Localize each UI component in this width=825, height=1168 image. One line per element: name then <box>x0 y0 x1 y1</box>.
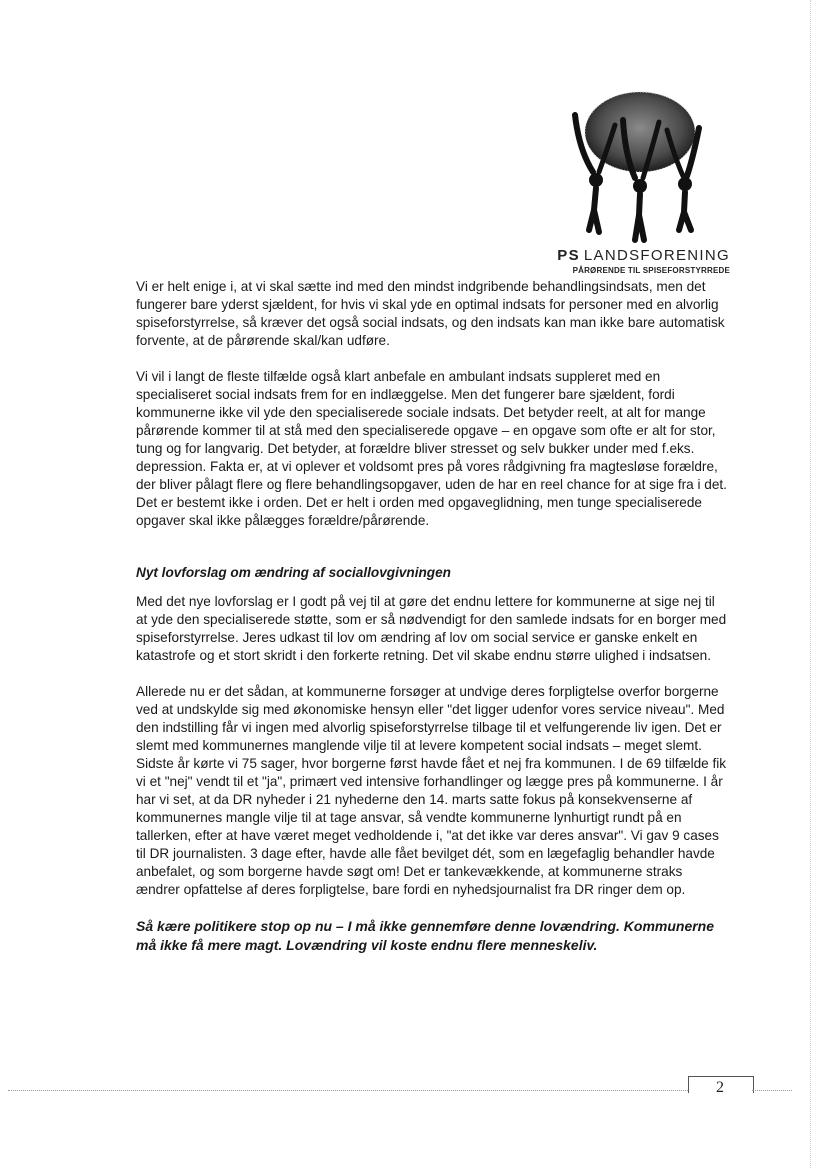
footer-rule-right <box>752 1090 792 1091</box>
paragraph-2: Vi vil i langt de fleste tilfælde også klart anbefale en ambulant indsats suppleret med en specialiseret social indsats frem for en indlæggelse. Men det fungerer bare sjældent, fordi kommunerne ikke vil yde den specialiserede sociale indsats. Det betyder reelt, at alt for mange pårørende kommer til at stå med den specialiserede opgave – en opgave som ofte er alt for stor, tung og for langvarig. Det betyder, at forældre bliver stresset og selv bukker under med f.eks. depression. Fakta er, at vi oplever et voldsomt pres på vores rådgivning fra magtesløse forældre, der bliver pålagt flere og flere behandlingsopgaver, uden de har en reel chance for at sige fra i det. Det er bestemt ikke i orden. Det er helt i orden med opgaveglidning, men tunge specialiserede opgaver skal ikke pålægges forældre/pårørende. <box>136 369 727 528</box>
organization-logo <box>555 80 730 280</box>
paragraph-4: Allerede nu er det sådan, at kommunerne forsøger at undvige deres forpligtelse overfor borgerne ved at undskylde sig med økonomiske hensyn eller "det ligger udenfor vores service niveau". Med den indstilling får vi ingen med alvorlig spiseforstyrrelse tilbage til et velfungerende liv igen. Det er slemt med kommunernes manglende vilje til at levere kompetent social indsats – meget slemt. Sidste år kørte vi 75 sager, hvor borgerne først havde fået et nej fra kommunen. I de 69 tilfælde fik vi et "nej" vendt til et "ja", primært ved intensive forhandlinger og lægge pres på kommunerne. I år har vi set, at da DR nyheder i 21 nyhederne den 14. marts satte fokus på konsekvenserne af kommunernes mangle vilje til at tage ansvar, så vendte kommunerne lynhurtigt rundt på en tallerken, efter at have været meget vedholdende i, "at det ikke var deres ansvar". Vi gav 9 cases til DR journalisten. 3 dage efter, havde alle fået bevilget dét, som en lægefaglig behandler havde anbefalet, og som borgerne havde søgt om! Det er tankevækkende, at kommunerne straks ændrer opfattelse af deres forpligtelse, bare fordi en nyhedsjournalist fra DR ringer dem op. <box>136 684 727 897</box>
logo-title-rest: LANDSFORENING <box>583 247 730 264</box>
paragraph-1: Vi er helt enige i, at vi skal sætte ind med den mindst indgribende behandlingsindsats, men det fungerer bare yderst sjældent, for hvis vi skal yde en optimal indsats for personer med en alvorlig spiseforstyrrelse, så kræver det også social indsats, og den indsats kan man ikke bare automatisk forvente, at de pårørende skal/kan udføre. <box>136 279 725 348</box>
document-body <box>136 278 728 973</box>
logo-title <box>555 247 730 264</box>
logo-title-bold: PS <box>557 247 580 264</box>
logo-subtitle: PÅRØRENDE TIL SPISEFORSTYRREDE <box>572 266 730 275</box>
section-heading: Nyt lovforslag om ændring af sociallovgivningen <box>136 565 451 580</box>
page-number: 2 <box>716 1079 724 1096</box>
footer-rule-left <box>8 1090 688 1091</box>
paragraph-3: Med det nye lovforslag er I godt på vej til at gøre det endnu lettere for kommunerne at sige nej til at yde den specialiserede støtte, som er så nødvendigt for den samlede indsats for en borger med spiseforstyrrelse. Jeres udkast til lov om ændring af lov om social service er ganske enkelt en katastrofe og et stort skridt i den forkerte retning. Det vil skabe endnu større ulighed i indsatsen. <box>136 594 727 663</box>
logo-figures-icon <box>563 80 713 245</box>
closing-statement: Så kære politikere stop op nu – I må ikke gennemføre denne lovændring. Kommunerne må ikke få mere magt. Lovændring vil koste endnu flere menneskeliv. <box>136 918 715 953</box>
scan-edge <box>810 0 812 1168</box>
